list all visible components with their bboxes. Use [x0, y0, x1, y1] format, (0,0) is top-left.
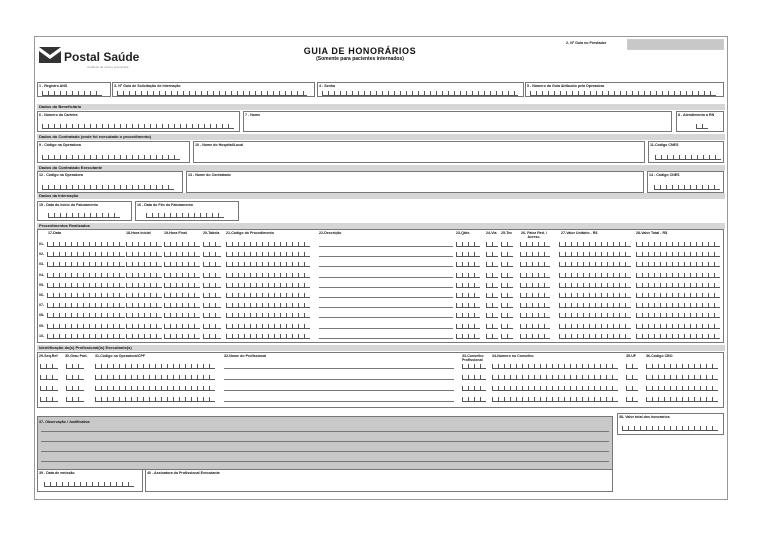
- procedimentos-table: [37, 229, 724, 343]
- guia-prestador-field[interactable]: [627, 39, 724, 50]
- nome-beneficiario-label: 7 - Nome: [245, 113, 261, 117]
- senha-field[interactable]: [317, 82, 524, 97]
- procedure-row[interactable]: [38, 271, 725, 280]
- section-contratado: Dados do Contratado (onde foi executado o procedimento): [37, 134, 725, 140]
- valor-total-honorarios-field[interactable]: [617, 413, 724, 435]
- honorarios-form: [34, 36, 728, 500]
- header-codigo-procedimento: 21-Código do Procedimento: [226, 231, 274, 235]
- atendimento-rn-label: 8 - Atendimento a RN: [678, 113, 715, 117]
- professional-row[interactable]: [38, 384, 725, 393]
- header-nome-profissional: 32-Nome do Profissional: [224, 354, 267, 358]
- professional-row[interactable]: [38, 373, 725, 382]
- header-cbo: 36-Código CBO: [646, 354, 673, 358]
- procedure-row[interactable]: [38, 291, 725, 300]
- row-number: 01-: [39, 242, 45, 246]
- header-hora-final: 19-Hora Final: [164, 231, 187, 235]
- procedure-row[interactable]: [38, 250, 725, 259]
- header-uf: 35-UF: [626, 354, 636, 358]
- header-via: 24-Via: [486, 231, 497, 235]
- header-qtde: 23-Qtde.: [456, 231, 471, 235]
- procedure-row[interactable]: [38, 311, 725, 320]
- registro-ans-field[interactable]: [37, 82, 111, 97]
- observacao-field[interactable]: [37, 416, 613, 470]
- data-fim-label: 16 - Data do Fim do Faturamento: [137, 203, 193, 207]
- row-number: 02-: [39, 252, 45, 257]
- header-valor-unitario: 27-Valor Unitário - R$: [561, 231, 598, 235]
- carteira-field[interactable]: [37, 111, 240, 132]
- form-subtitle: (Somente para pacientes internados): [316, 56, 404, 62]
- nome-executante-field[interactable]: [186, 171, 644, 193]
- data-emissao-label: 39 - Data de emissão: [39, 471, 75, 475]
- form-title: GUIA DE HONORÁRIOS: [303, 46, 417, 56]
- assinatura-label: 40 - Assinatura do Profissional Executante: [147, 471, 220, 475]
- section-executante: Dados do Contratado Executante: [37, 165, 725, 171]
- profissionais-table: [37, 352, 724, 408]
- row-number: 09-: [39, 323, 45, 328]
- observacao-label: 37- Observação / Justificativa: [39, 420, 90, 424]
- procedure-row[interactable]: [38, 281, 725, 290]
- cnes-executante-field[interactable]: [647, 171, 724, 193]
- procedure-row[interactable]: [38, 240, 725, 249]
- professional-row[interactable]: [38, 395, 725, 404]
- professional-row[interactable]: [38, 362, 725, 371]
- guia-internacao-field[interactable]: [112, 82, 315, 97]
- cnes-executante-label: 14 - Código CNES: [649, 173, 680, 177]
- codigo-executante-label: 12 - Código na Operadora: [39, 173, 83, 177]
- header-grau-part: 30-Grau Part.: [65, 354, 88, 358]
- nome-executante-label: 13 - Nome do Contratado: [188, 173, 231, 177]
- row-number: 03-: [39, 262, 45, 267]
- data-inicio-label: 15 - Data do Início do Faturamento: [39, 203, 98, 207]
- carteira-label: 6 - Número da Carteira: [39, 113, 78, 117]
- hospital-field[interactable]: [193, 141, 645, 163]
- senha-label: 4 - Senha: [319, 84, 335, 88]
- data-inicio-field[interactable]: [37, 201, 132, 221]
- header-numero-conselho: 34-Número no Conselho: [492, 354, 534, 358]
- row-number: 05-: [39, 282, 45, 287]
- cnes-contratado-label: 11-Código CNES: [650, 143, 679, 147]
- guia-internacao-label: 3- Nº Guia de Solicitação de Internação: [114, 84, 181, 88]
- codigo-operadora-field[interactable]: [37, 141, 190, 163]
- header-seq-ref: 29-Seq.Ref: [39, 354, 58, 358]
- header-data: 17-Data: [48, 231, 61, 235]
- section-procedimentos: Procedimentos Realizados: [37, 223, 725, 229]
- registro-ans-label: 1 - Registro ANS: [39, 84, 68, 88]
- assinatura-field[interactable]: [145, 469, 613, 492]
- header-descricao: 22-Descrição: [319, 231, 342, 235]
- row-number: 08-: [39, 313, 45, 318]
- procedure-row[interactable]: [38, 332, 725, 341]
- data-emissao-field[interactable]: [37, 469, 143, 492]
- cnes-contratado-field[interactable]: [648, 141, 724, 163]
- procedure-row[interactable]: [38, 322, 725, 331]
- guia-operadora-field[interactable]: [525, 82, 724, 97]
- codigo-executante-field[interactable]: [37, 171, 183, 193]
- header-tabela: 20-Tabela: [203, 231, 220, 235]
- procedure-row[interactable]: [38, 301, 725, 310]
- section-internacao: Dados da Internação: [37, 193, 725, 199]
- guia-prestador-label: 2- Nº Guia no Prestador: [566, 41, 607, 45]
- row-number: 06-: [39, 293, 45, 297]
- header-conselho: 33-Conselho Profissional: [462, 354, 484, 362]
- header-hora-inicial: 18-Hora Inicial: [126, 231, 151, 235]
- hospital-label: 10 - Nome do Hospital/Local: [195, 143, 244, 147]
- atendimento-rn-field[interactable]: [676, 111, 724, 132]
- row-number: 04-: [39, 272, 45, 277]
- guia-operadora-label: 5 - Número da Guia Atribuído pela Operadora: [527, 84, 605, 88]
- logo-tagline: cuidando de você e sua família: [87, 65, 129, 69]
- section-profissionais: Identificação do(s) Profissional(is) Executante(s): [37, 345, 725, 351]
- header-valor-total: 28-Valor Total - R$: [636, 231, 668, 235]
- logo-name: Postal Saúde: [64, 50, 140, 64]
- row-number: 07-: [39, 303, 45, 308]
- codigo-operadora-label: 9 - Código na Operadora: [39, 143, 81, 147]
- nome-beneficiario-field[interactable]: [243, 111, 672, 132]
- header-fator: 26- Fator Red. / Acresc.: [521, 231, 547, 239]
- logo: [39, 45, 149, 69]
- header-codigo-cpf: 31-Código na Operadora/CPF: [95, 354, 146, 358]
- header-tec: 25-Tec: [501, 231, 513, 235]
- data-fim-field[interactable]: [135, 201, 239, 221]
- logo-mark-icon: [39, 47, 61, 63]
- row-number: 10-: [39, 333, 45, 338]
- procedure-row[interactable]: [38, 260, 725, 269]
- valor-total-label: 38- Valor total dos honorários: [619, 415, 670, 419]
- section-beneficiario: Dados do Beneficiário: [37, 104, 725, 110]
